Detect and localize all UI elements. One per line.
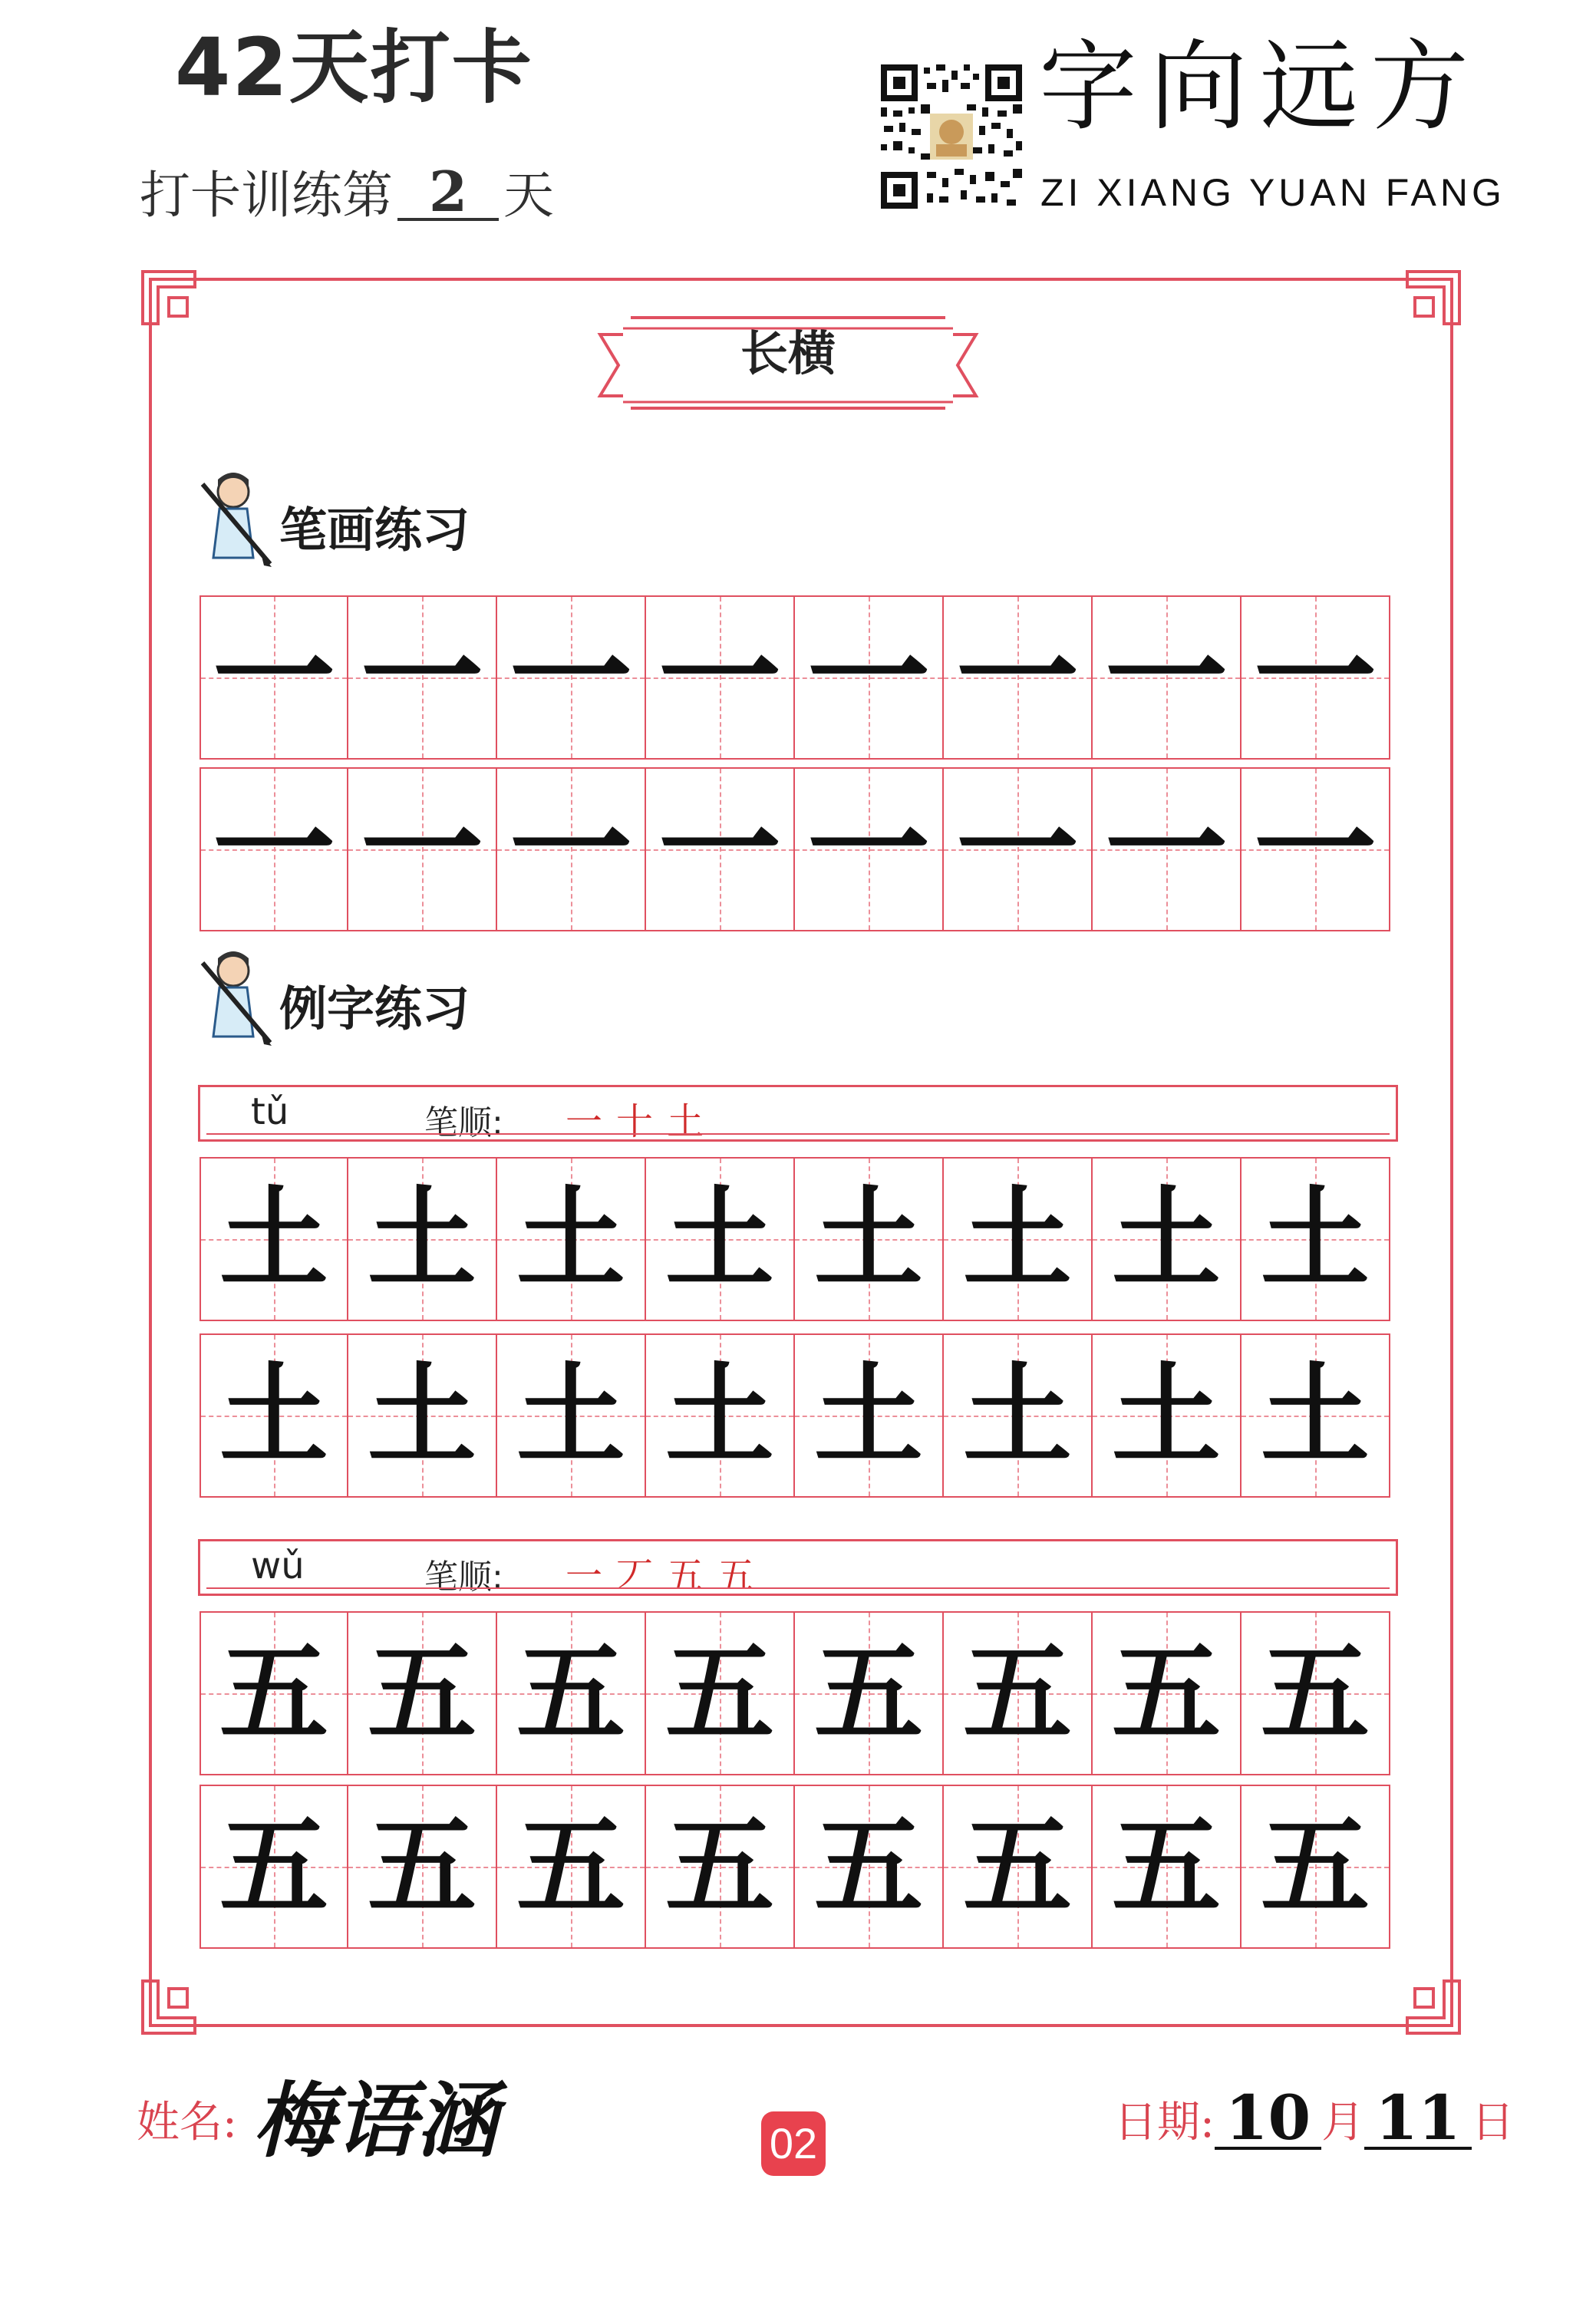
grid-cell: 五 (795, 1611, 944, 1775)
grid-cell: 五 (646, 1611, 795, 1775)
grid-cell: 一 (1242, 595, 1390, 760)
grid-cell: 土 (497, 1333, 646, 1498)
stroke-row-2 (200, 767, 1390, 931)
brand-name-cn: 字向远方 (1039, 30, 1482, 144)
grid-cell: 一 (1093, 767, 1242, 931)
stroke-order-sequence: 一丆五五 (566, 1554, 769, 1597)
grid-cell: 五 (497, 1611, 646, 1775)
grid-cell: 一 (497, 767, 646, 931)
grid-cell: 一 (348, 767, 497, 931)
month-unit: 月 (1321, 2098, 1365, 2148)
student-name: 梅语涵 (253, 2072, 497, 2168)
grid-cell: 土 (944, 1157, 1093, 1321)
day-suffix: 天 (503, 166, 554, 226)
example-section-title: 例字练习 (279, 980, 470, 1037)
grid-cell: 一 (1242, 767, 1390, 931)
grid-cell: 五 (646, 1785, 795, 1949)
grid-cell: 土 (1242, 1333, 1390, 1498)
grid-cell: 一 (646, 767, 795, 931)
grid-cell: 一 (200, 767, 348, 931)
date-day: 11 (1364, 2088, 1471, 2150)
grid-cell: 土 (646, 1333, 795, 1498)
qr-code-icon (881, 64, 1022, 209)
stroke-section-heading (196, 473, 470, 565)
day-value: 2 (397, 166, 499, 221)
grid-cell: 五 (348, 1785, 497, 1949)
grid-cell: 五 (1242, 1785, 1390, 1949)
grid-cell: 一 (1093, 595, 1242, 760)
char-wu-row-2 (200, 1785, 1390, 1949)
grid-cell: 一 (200, 595, 348, 760)
grid-cell: 五 (944, 1785, 1093, 1949)
grid-cell: 土 (200, 1333, 348, 1498)
lesson-title: 长横 (740, 325, 836, 381)
grid-cell: 一 (944, 595, 1093, 760)
grid-cell: 土 (348, 1333, 497, 1498)
page-number-badge: 02 (761, 2111, 826, 2176)
name-label: 姓名: (137, 2098, 237, 2148)
scholar-brush-icon (196, 469, 273, 569)
day-counter (140, 159, 554, 226)
grid-cell: 土 (646, 1157, 795, 1321)
day-prefix: 打卡训练第 (140, 166, 393, 226)
stroke-section-title: 笔画练习 (279, 501, 470, 558)
date-month: 10 (1215, 2088, 1321, 2150)
grid-cell: 五 (1093, 1611, 1242, 1775)
stroke-order-label: 笔顺: (424, 1558, 503, 1597)
grid-cell: 五 (795, 1785, 944, 1949)
grid-cell: 土 (497, 1157, 646, 1321)
char-tu-row-1 (200, 1157, 1390, 1321)
grid-cell: 五 (200, 1611, 348, 1775)
stroke-order-label: 笔顺: (424, 1103, 503, 1142)
grid-cell: 五 (200, 1785, 348, 1949)
date-label: 日期: (1114, 2098, 1215, 2148)
pinyin-bar-wu (198, 1539, 1398, 1596)
grid-cell: 五 (1093, 1785, 1242, 1949)
example-section-heading (196, 951, 470, 1043)
stroke-row-1 (200, 595, 1390, 760)
brand-name-en: ZI XIANG YUAN FANG (1040, 171, 1505, 214)
grid-cell: 一 (795, 767, 944, 931)
grid-cell: 土 (348, 1157, 497, 1321)
grid-cell: 土 (1093, 1333, 1242, 1498)
grid-cell: 土 (1093, 1157, 1242, 1321)
grid-cell: 一 (348, 595, 497, 760)
grid-cell: 一 (944, 767, 1093, 931)
grid-cell: 一 (497, 595, 646, 760)
grid-cell: 土 (1242, 1157, 1390, 1321)
stroke-order-sequence: 一十土 (566, 1100, 718, 1143)
char-tu-row-2 (200, 1333, 1390, 1498)
grid-cell: 五 (348, 1611, 497, 1775)
grid-cell: 五 (497, 1785, 646, 1949)
grid-cell: 土 (795, 1333, 944, 1498)
pinyin-label: wǔ (251, 1544, 305, 1587)
grid-cell: 土 (795, 1157, 944, 1321)
grid-cell: 五 (944, 1611, 1093, 1775)
pinyin-bar-tu (198, 1085, 1398, 1142)
char-wu-row-1 (200, 1611, 1390, 1775)
grid-cell: 一 (646, 595, 795, 760)
grid-cell: 土 (200, 1157, 348, 1321)
pinyin-label: tǔ (251, 1090, 289, 1133)
grid-cell: 一 (795, 595, 944, 760)
grid-cell: 五 (1242, 1611, 1390, 1775)
day-unit: 日 (1471, 2098, 1515, 2148)
date-field (1114, 2082, 1515, 2154)
scholar-brush-icon (196, 948, 273, 1047)
grid-cell: 土 (944, 1333, 1093, 1498)
sheet-title: 42天打卡 (175, 21, 533, 114)
